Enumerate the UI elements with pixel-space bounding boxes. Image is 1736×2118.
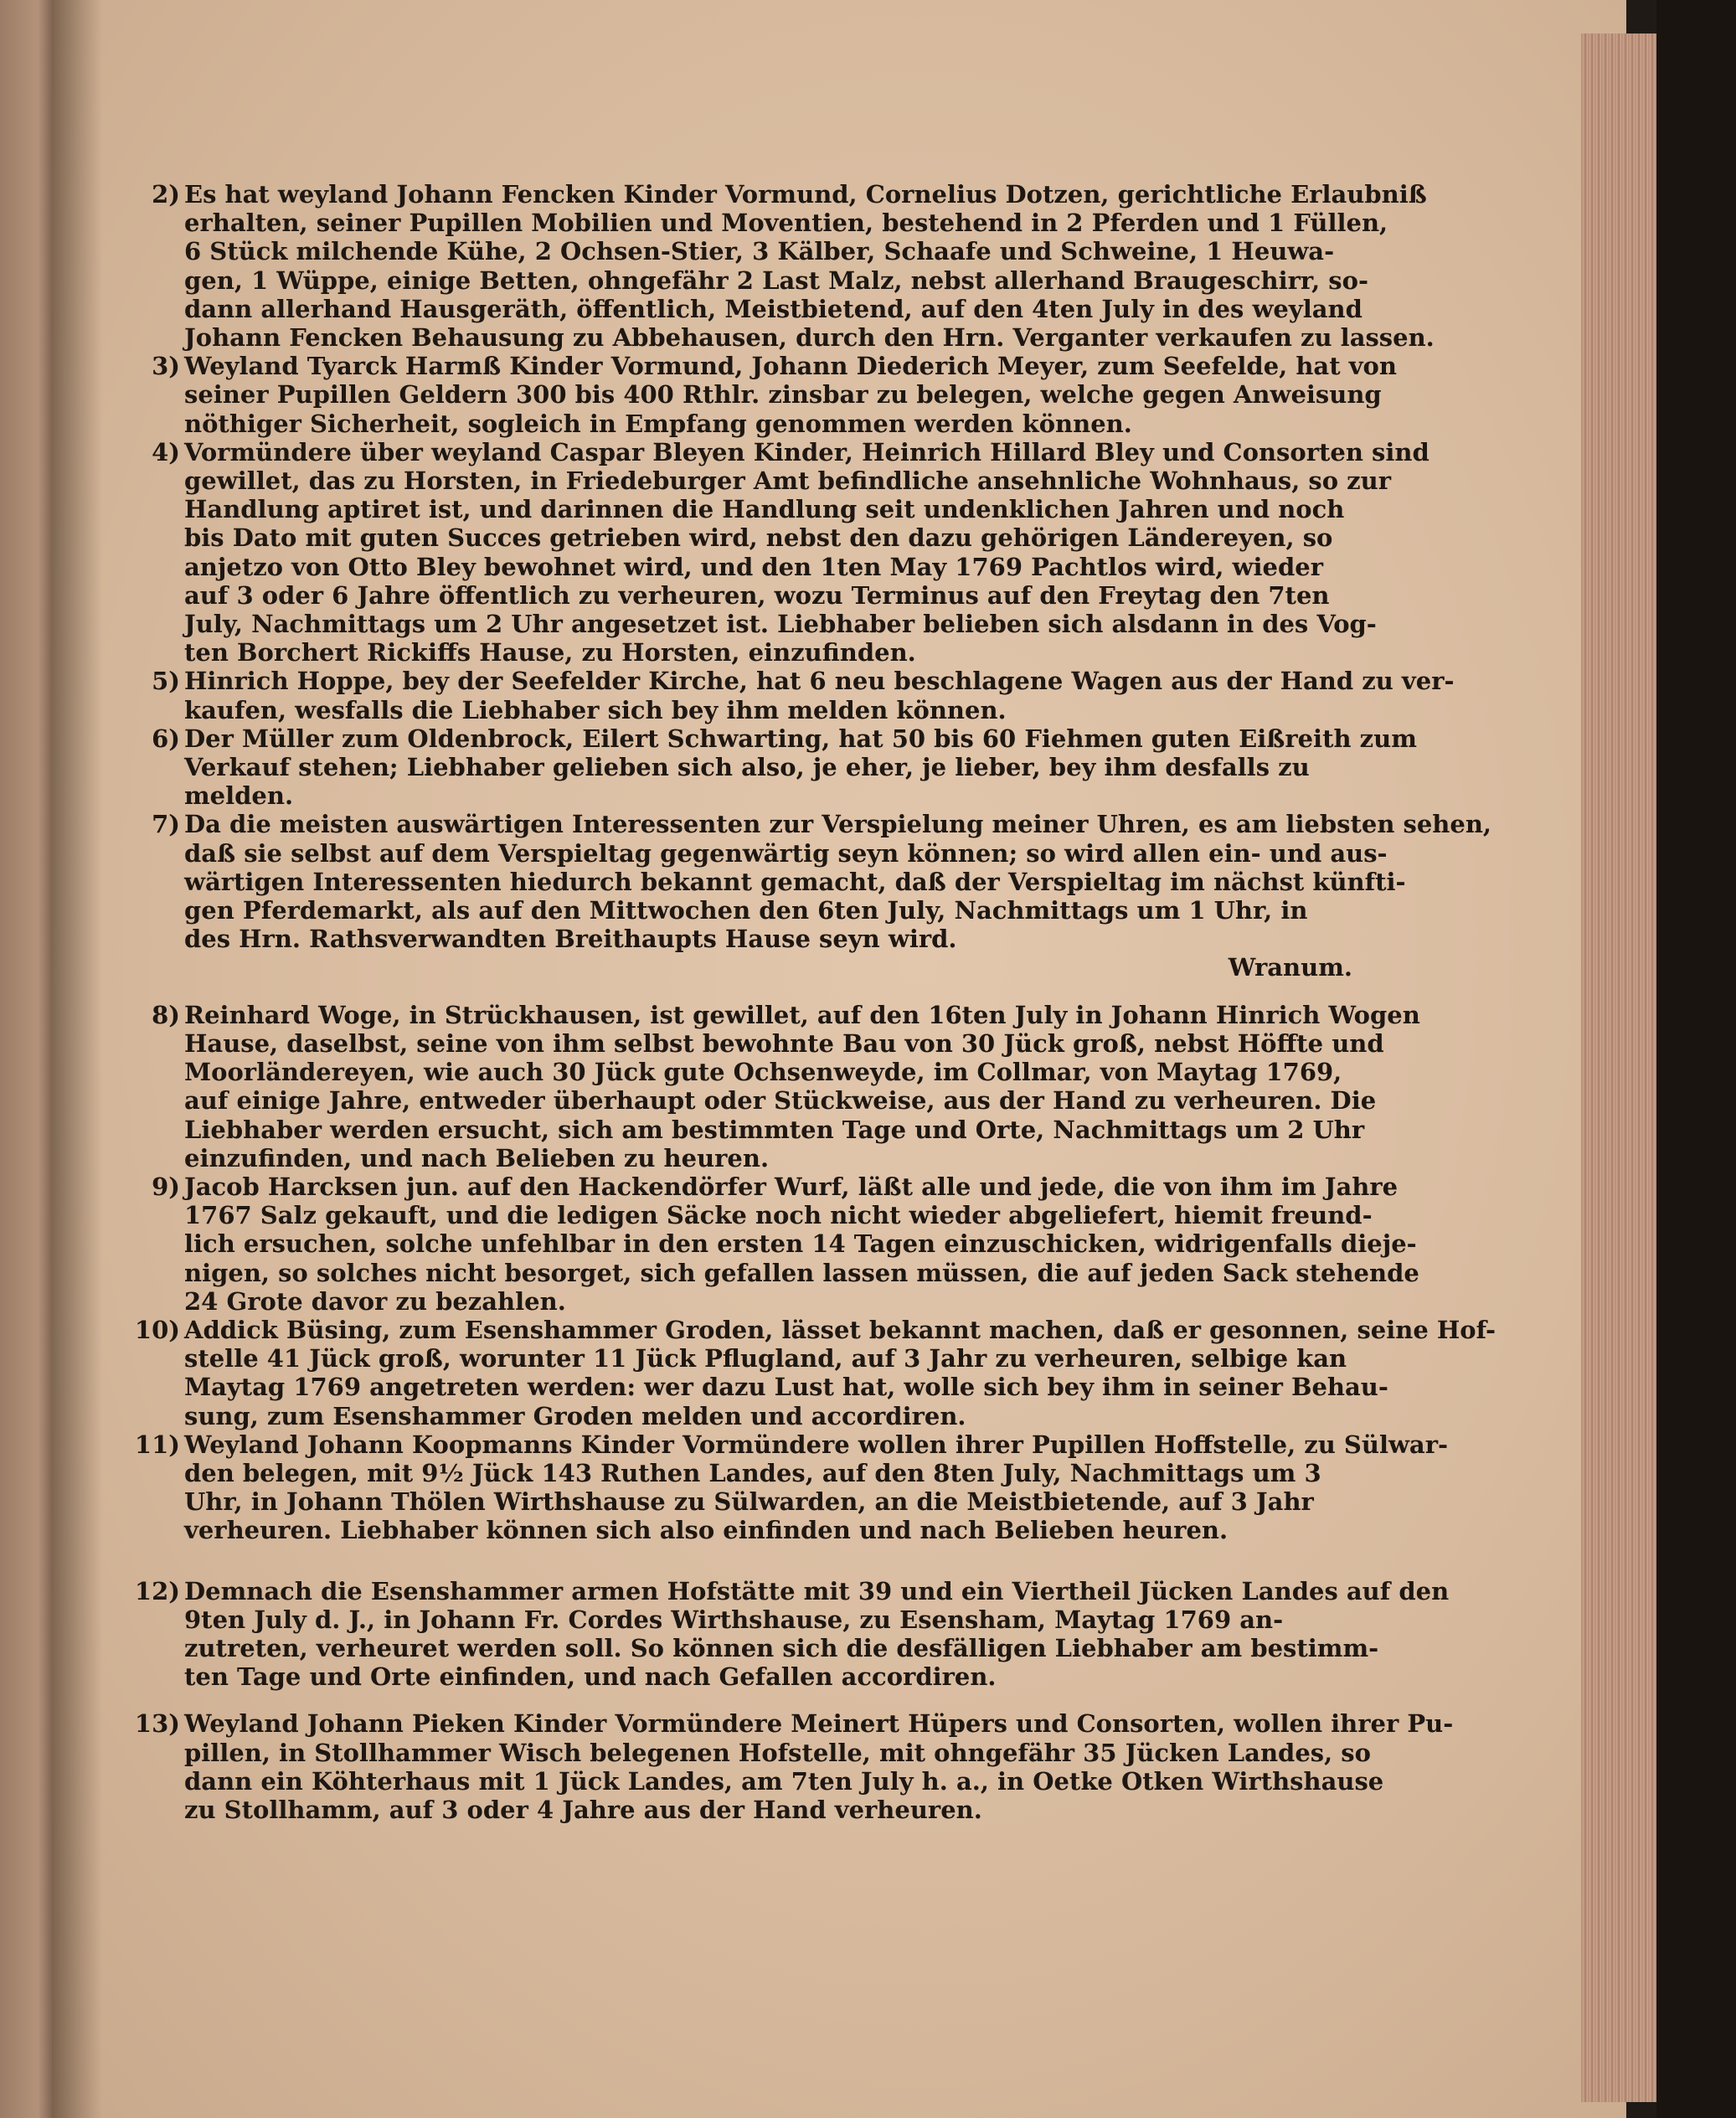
text-line: July, Nachmittags um 2 Uhr angesetzet ist. Liebhaber belieben sich alsdann in des Vog- xyxy=(184,610,1377,639)
notice-5 xyxy=(134,667,1455,724)
text-line: den belegen, mit 9½ Jück 143 Ruthen Landes, auf den 8ten July, Nachmittags um 3 xyxy=(184,1458,1321,1487)
text-line: ten Tage und Orte einfinden, und nach Gefallen accordiren. xyxy=(184,1662,997,1692)
notice-body xyxy=(184,810,1492,982)
text-line: nigen, so solches nicht besorget, sich gefallen lassen müssen, die auf jeden Sack stehende xyxy=(184,1258,1419,1287)
signature: Wranum. xyxy=(1228,953,1352,982)
text-line: lich ersuchen, solche unfehlbar in den ersten 14 Tagen einzuschicken, widrigenfalls dieje- xyxy=(184,1229,1417,1259)
text-line: Vormündere über weyland Caspar Bleyen Kinder, Heinrich Hillard Bley und Consorten sind xyxy=(184,437,1429,466)
notice-number: 10) xyxy=(134,1315,180,1344)
notice-body xyxy=(184,437,1429,667)
notice-number: 12) xyxy=(134,1576,180,1605)
notice-number: 3) xyxy=(152,352,180,381)
text-line: einzufinden, und nach Belieben zu heuren. xyxy=(184,1143,770,1172)
text-line: Es hat weyland Johann Fencken Kinder Vormund, Cornelius Dotzen, gerichtliche Erlaubniß xyxy=(184,180,1427,209)
text-line: Handlung aptiret ist, und darinnen die Handlung seit undenklichen Jahren und noch xyxy=(184,495,1345,524)
notice-13 xyxy=(134,1709,1454,1824)
spacer xyxy=(134,1545,1352,1577)
notice-body xyxy=(184,1315,1496,1430)
text-line: dann allerhand Hausgeräth, öffentlich, Meistbietend, auf den 4ten July in des weyland xyxy=(184,294,1363,323)
notice-8 xyxy=(134,1000,1420,1172)
text-line: Da die meisten auswärtigen Interessenten zur Verspielung meiner Uhren, es am liebsten sehen, xyxy=(184,810,1492,839)
gutter-shadow xyxy=(52,0,102,2118)
text-line: gen Pferdemarkt, als auf den Mittwochen den 6ten July, Nachmittags um 1 Uhr, in xyxy=(184,896,1308,925)
text-line: Jacob Harcksen jun. auf den Hackendörfer Wurf, läßt alle und jede, die von ihm im Jahre xyxy=(184,1172,1399,1201)
text-line: 24 Grote davor zu bezahlen. xyxy=(184,1286,566,1316)
text-line: gewillet, das zu Horsten, in Friedeburger Amt befindliche ansehnliche Wohnhaus, so zur xyxy=(184,466,1391,496)
notice-number: 11) xyxy=(134,1430,180,1459)
text-line: Weyland Tyarck Harmß Kinder Vormund, Johann Diederich Meyer, zum Seefelde, hat von xyxy=(184,352,1397,381)
notice-body xyxy=(184,352,1397,438)
text-line: sung, zum Esenshammer Groden melden und accordiren. xyxy=(184,1401,966,1430)
notice-3 xyxy=(134,352,1397,438)
notice-12 xyxy=(134,1576,1450,1692)
notice-number: 13) xyxy=(134,1709,180,1739)
text-line: Johann Fencken Behausung zu Abbehausen, durch den Hrn. Verganter verkaufen zu lassen. xyxy=(184,323,1435,353)
text-line: Maytag 1769 angetreten werden: wer dazu Lust hat, wolle sich bey ihm in seiner Behau- xyxy=(184,1373,1388,1402)
spacer xyxy=(134,982,1352,1001)
notice-body xyxy=(184,1430,1449,1545)
notice-number: 2) xyxy=(152,180,180,209)
text-line: verheuren. Liebhaber können sich also einfinden und nach Belieben heuren. xyxy=(184,1516,1229,1545)
text-line: dann ein Köhterhaus mit 1 Jück Landes, am 7ten July h. a., in Oetke Otken Wirthshause xyxy=(184,1766,1384,1796)
notice-number: 5) xyxy=(152,667,180,696)
notice-2 xyxy=(134,180,1435,353)
notices-text-block xyxy=(134,180,1496,1824)
text-line: zu Stollhamm, auf 3 oder 4 Jahre aus der Hand verheuren. xyxy=(184,1795,982,1824)
notice-body xyxy=(184,180,1435,353)
text-line: stelle 41 Jück groß, worunter 11 Jück Pflugland, auf 3 Jahr zu verheuren, selbige kan xyxy=(184,1344,1347,1373)
notice-body xyxy=(184,1172,1419,1316)
text-line: Hinrich Hoppe, bey der Seefelder Kirche, hat 6 neu beschlagene Wagen aus der Hand zu ver- xyxy=(184,667,1455,696)
notice-body xyxy=(184,724,1417,811)
notice-body xyxy=(184,1709,1454,1824)
text-line: Addick Büsing, zum Esenshammer Groden, lässet bekannt machen, daß er gesonnen, seine Hof- xyxy=(184,1315,1496,1344)
text-line: Weyland Johann Pieken Kinder Vormündere Meinert Hüpers und Consorten, wollen ihrer Pu- xyxy=(184,1709,1454,1739)
text-line: 1767 Salz gekauft, und die ledigen Säcke noch nicht wieder abgeliefert, hiemit freund- xyxy=(184,1201,1373,1230)
text-line: Demnach die Esenshammer armen Hofstätte mit 39 und ein Viertheil Jücken Landes auf den xyxy=(184,1576,1450,1605)
text-line: daß sie selbst auf dem Verspieltag gegenwärtig seyn können; so wird allen ein- und aus- xyxy=(184,838,1388,868)
notice-body xyxy=(184,1576,1450,1692)
text-line: bis Dato mit guten Succes getrieben wird, nebst den dazu gehörigen Ländereyen, so xyxy=(184,523,1333,553)
text-line: Uhr, in Johann Thölen Wirthshause zu Sülwarden, an die Meistbietende, auf 3 Jahr xyxy=(184,1487,1314,1517)
text-line: erhalten, seiner Pupillen Mobilien und Moventien, bestehend in 2 Pferden und 1 Füllen, xyxy=(184,209,1388,238)
text-line: Der Müller zum Oldenbrock, Eilert Schwarting, hat 50 bis 60 Fiehmen guten Eißreith zum xyxy=(184,724,1417,753)
notice-number: 6) xyxy=(152,724,180,753)
text-line: 6 Stück milchende Kühe, 2 Ochsen-Stier, 3 Kälber, Schaafe und Schweine, 1 Heuwa- xyxy=(184,237,1335,266)
page-stack-edges xyxy=(1581,33,1658,2102)
text-line: ten Borchert Rickiffs Hause, zu Horsten, einzufinden. xyxy=(184,638,916,667)
spacer xyxy=(134,1691,1352,1709)
text-line: anjetzo von Otto Bley bewohnet wird, und den 1ten May 1769 Pachtlos wird, wieder xyxy=(184,552,1323,581)
notice-number: 9) xyxy=(152,1172,180,1201)
notice-number: 4) xyxy=(152,437,180,466)
text-line: nöthiger Sicherheit, sogleich in Empfang genommen werden können. xyxy=(184,409,1132,438)
notice-body xyxy=(184,667,1455,724)
text-line: Moorländereyen, wie auch 30 Jück gute Ochsenweyde, im Collmar, von Maytag 1769, xyxy=(184,1058,1342,1087)
text-line: 9ten July d. J., in Johann Fr. Cordes Wirthshause, zu Esensham, Maytag 1769 an- xyxy=(184,1605,1284,1634)
text-line: gen, 1 Wüppe, einige Betten, ohngefähr 2 Last Malz, nebst allerhand Braugeschirr, so- xyxy=(184,265,1368,295)
notice-9 xyxy=(134,1172,1419,1316)
notice-7 xyxy=(134,810,1492,982)
text-line: Liebhaber werden ersucht, sich am bestimmten Tage und Orte, Nachmittags um 2 Uhr xyxy=(184,1115,1365,1144)
text-line: wärtigen Interessenten hiedurch bekannt gemacht, daß der Verspieltag im nächst künfti- xyxy=(184,867,1406,896)
notice-number: 7) xyxy=(152,810,180,839)
text-line: pillen, in Stollhammer Wisch belegenen Hofstelle, mit ohngefähr 35 Jücken Landes, so xyxy=(184,1738,1371,1767)
notice-6 xyxy=(134,724,1417,811)
text-line: Reinhard Woge, in Strückhausen, ist gewillet, auf den 16ten July in Johann Hinrich Wogen xyxy=(184,1000,1420,1029)
text-line: auf 3 oder 6 Jahre öffentlich zu verheuren, wozu Terminus auf den Freytag den 7ten xyxy=(184,580,1330,610)
text-line: seiner Pupillen Geldern 300 bis 400 Rthlr. zinsbar zu belegen, welche gegen Anweisung xyxy=(184,380,1382,410)
text-line: Weyland Johann Koopmanns Kinder Vormündere wollen ihrer Pupillen Hoffstelle, zu Sülwar- xyxy=(184,1430,1449,1459)
notice-body xyxy=(184,1000,1420,1172)
text-line: Hause, daselbst, seine von ihm selbst bewohnte Bau von 30 Jück groß, nebst Höffte und xyxy=(184,1028,1384,1058)
notice-number: 8) xyxy=(152,1000,180,1029)
text-line: melden. xyxy=(184,781,294,811)
notice-10 xyxy=(134,1315,1496,1430)
text-line: des Hrn. Rathsverwandten Breithaupts Hause seyn wird. xyxy=(184,925,957,954)
notice-11 xyxy=(134,1430,1449,1545)
text-line: zutreten, verheuret werden soll. So können sich die desfälligen Liebhaber am bestimm- xyxy=(184,1633,1379,1662)
text-line: auf einige Jahre, entweder überhaupt oder Stückweise, aus der Hand zu verheuren. Die xyxy=(184,1086,1377,1116)
notice-4 xyxy=(134,437,1429,667)
text-line: kaufen, wesfalls die Liebhaber sich bey ihm melden können. xyxy=(184,695,1007,724)
text-line: Verkauf stehen; Liebhaber gelieben sich also, je eher, je lieber, bey ihm desfalls zu xyxy=(184,753,1310,782)
background-right xyxy=(1656,0,1736,2118)
